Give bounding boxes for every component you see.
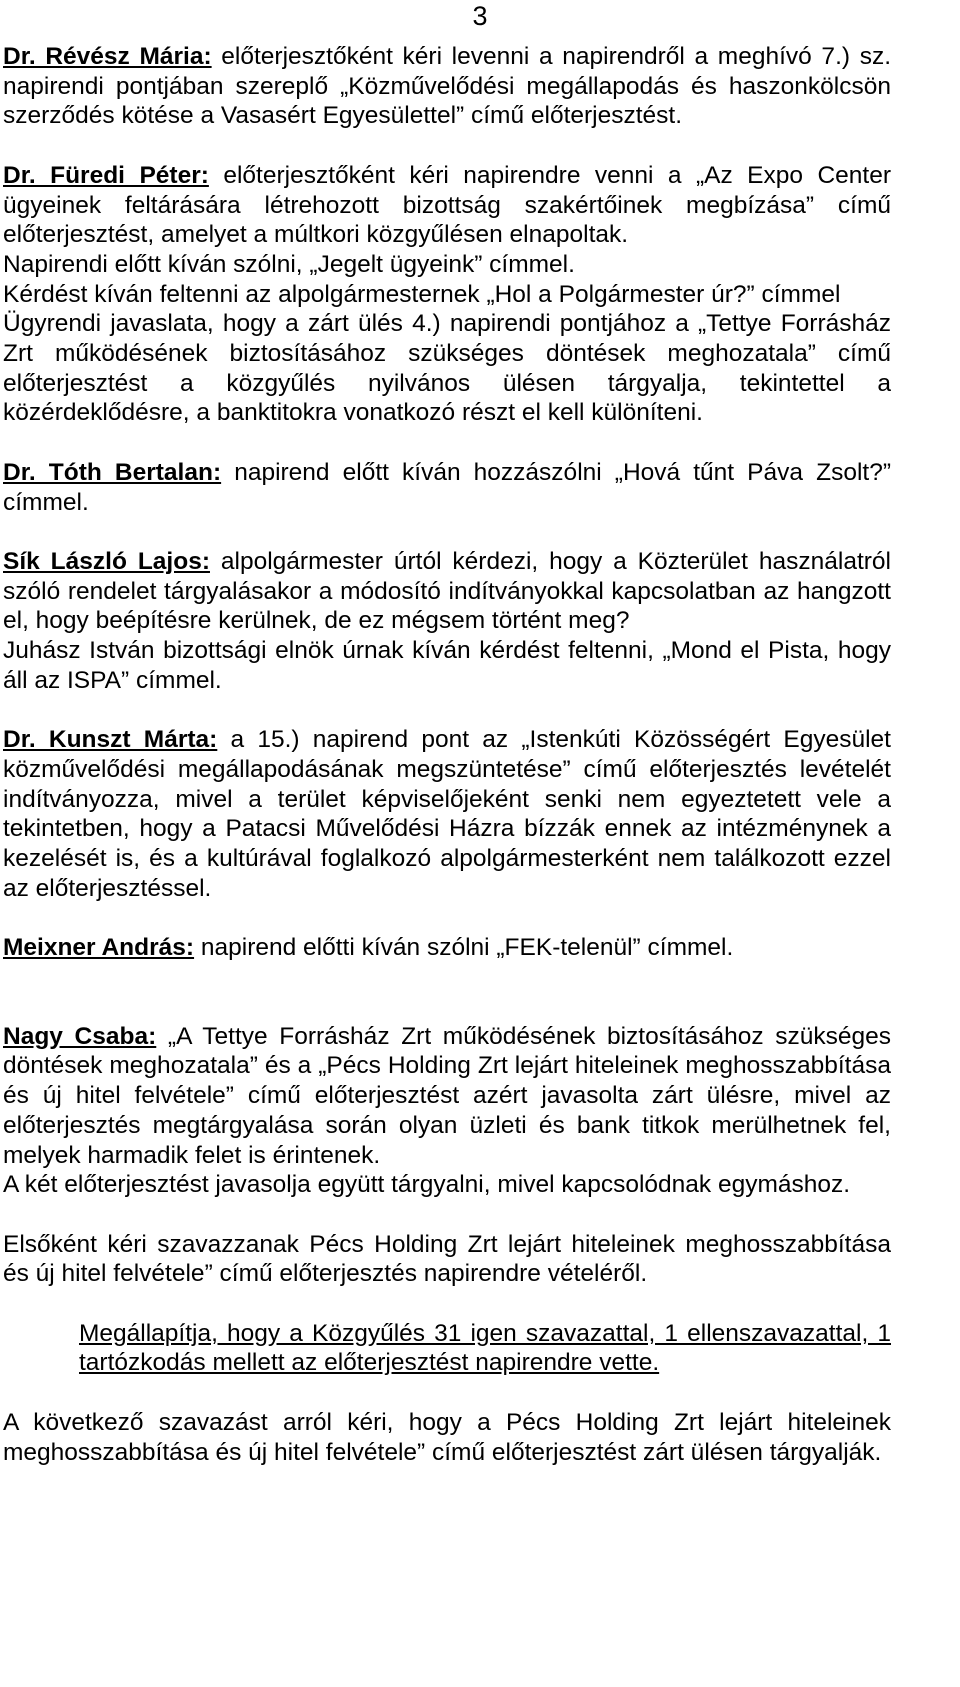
paragraph-furedi [3,161,891,250]
paragraph-furedi-extra-1: Napirendi előtt kíván szólni, „Jegelt ügyeink” címmel. [3,250,575,278]
paragraph-text: napirend előtti kíván szólni „FEK-telenül” címmel. [194,934,734,962]
paragraph-sik-extra-1: Juhász István bizottsági elnök úrnak kíván kérdést feltenni, „Mond el Pista, hogy áll az ISPA” címmel. [3,637,891,694]
paragraph-text: előterjesztőként kéri napirendre venni a „Az Expo Center ügyeinek feltárására létrehozott bizottság szakértőinek megbízása” című előterjesztést, amelyet a múltkori közgyűlésen elnapoltak. [3,161,891,249]
speaker-name: Sík László Lajos: [3,547,210,575]
vote-request-1: Elsőként kéri szavazzanak Pécs Holding Zrt lejárt hiteleinek meghosszabbítása és új hitel felvétele” című előterjesztés napirendre vételéről. [3,1230,891,1288]
vote-request-2: A következő szavazást arról kéri, hogy a Pécs Holding Zrt lejárt hiteleinek meghosszabbítása és új hitel felvétele” című előterjesztést zárt ülésen tárgyalják. [3,1408,891,1466]
speaker-name: Meixner András: [3,934,195,962]
speaker-name: Nagy Csaba: [3,1022,157,1050]
speaker-name: Dr. Tóth Bertalan: [3,458,222,486]
paragraph-revesz [3,42,891,131]
paragraph-text: alpolgármester úrtól kérdezi, hogy a Közterület használatról szóló rendelet tárgyalásakor a módosító indítványokkal kapcsolatban az hangzott el, hogy beépítésre kerülnek, de ez mégsem történt meg? [3,547,892,635]
paragraph-furedi-extra-2: Kérdést kíván feltenni az alpolgármesternek „Hol a Polgármester úr?” címmel [3,280,841,308]
vote-result-1: Megállapítja, hogy a Közgyűlés 31 igen szavazattal, 1 ellenszavazattal, 1 tartózkodás mellett az előterjesztést napirendre vette. [79,1319,891,1377]
paragraph-text: a 15.) napirend pont az „Istenkúti Közösségért Egyesület közművelődési megállapodásának megszüntetése” című előterjesztés levételét indítványozza, mivel a terület képviselőjeként senki nem egyeztetett vele a tekintetben, hogy a Patacsi Művelődési Házra bízzák ennek az intézménynek a kezelését is, és a kultúrával foglalkozó alpolgármesterként nem találkozott ezzel az előterjesztéssel. [3,726,891,902]
paragraph-kunszt [3,725,891,903]
speaker-name: Dr. Kunszt Márta: [3,726,218,754]
speaker-name: Dr. Füredi Péter: [3,161,209,189]
paragraph-text: előterjesztőként kéri levenni a napirendről a meghívó 7.) sz. napirendi pontjában szereplő „Közművelődési megállapodás és haszonkölcsön szerződés kötése a Vasasért Egyesülettel” című előterjesztést. [3,43,891,130]
paragraph-text: napirend előtt kíván hozzászólni „Hová tűnt Páva Zsolt?” címmel. [3,458,891,516]
paragraph-toth [3,458,891,517]
paragraph-sik [3,547,891,636]
paragraph-text: „A Tettye Forrásház Zrt működésének biztosításához szükséges döntések meghozatala” és a „Pécs Holding Zrt lejárt hiteleinek meghosszabbítása és új hitel felvétele” című előterjesztést azért javasolta zárt ülésre, mivel az előterjesztés megtárgyalása során olyan üzleti és bank titkok merülhetnek fel, melyek harmadik felet is érintenek. [3,1022,891,1169]
paragraph-furedi-extra-3: Ügyrendi javaslata, hogy a zárt ülés 4.) napirendi pontjához a „Tettye Forrásház Zrt működésének biztosításához szükséges döntések meghozatala” című előterjesztést a közgyűlés nyilvános ülésen tárgyalja, tekintettel a közérdeklődésre, a banktitokra vonatkozó részt el kell különíteni. [3,310,891,427]
page-number: 3 [472,1,488,31]
speaker-name: Dr. Révész Mária: [3,43,212,70]
paragraph-nagy [3,1022,891,1171]
paragraph-nagy-extra-1: A két előterjesztést javasolja együtt tárgyalni, mivel kapcsolódnak egymáshoz. [3,1171,851,1199]
document-body [3,42,891,1497]
paragraph-meixner [3,933,891,963]
